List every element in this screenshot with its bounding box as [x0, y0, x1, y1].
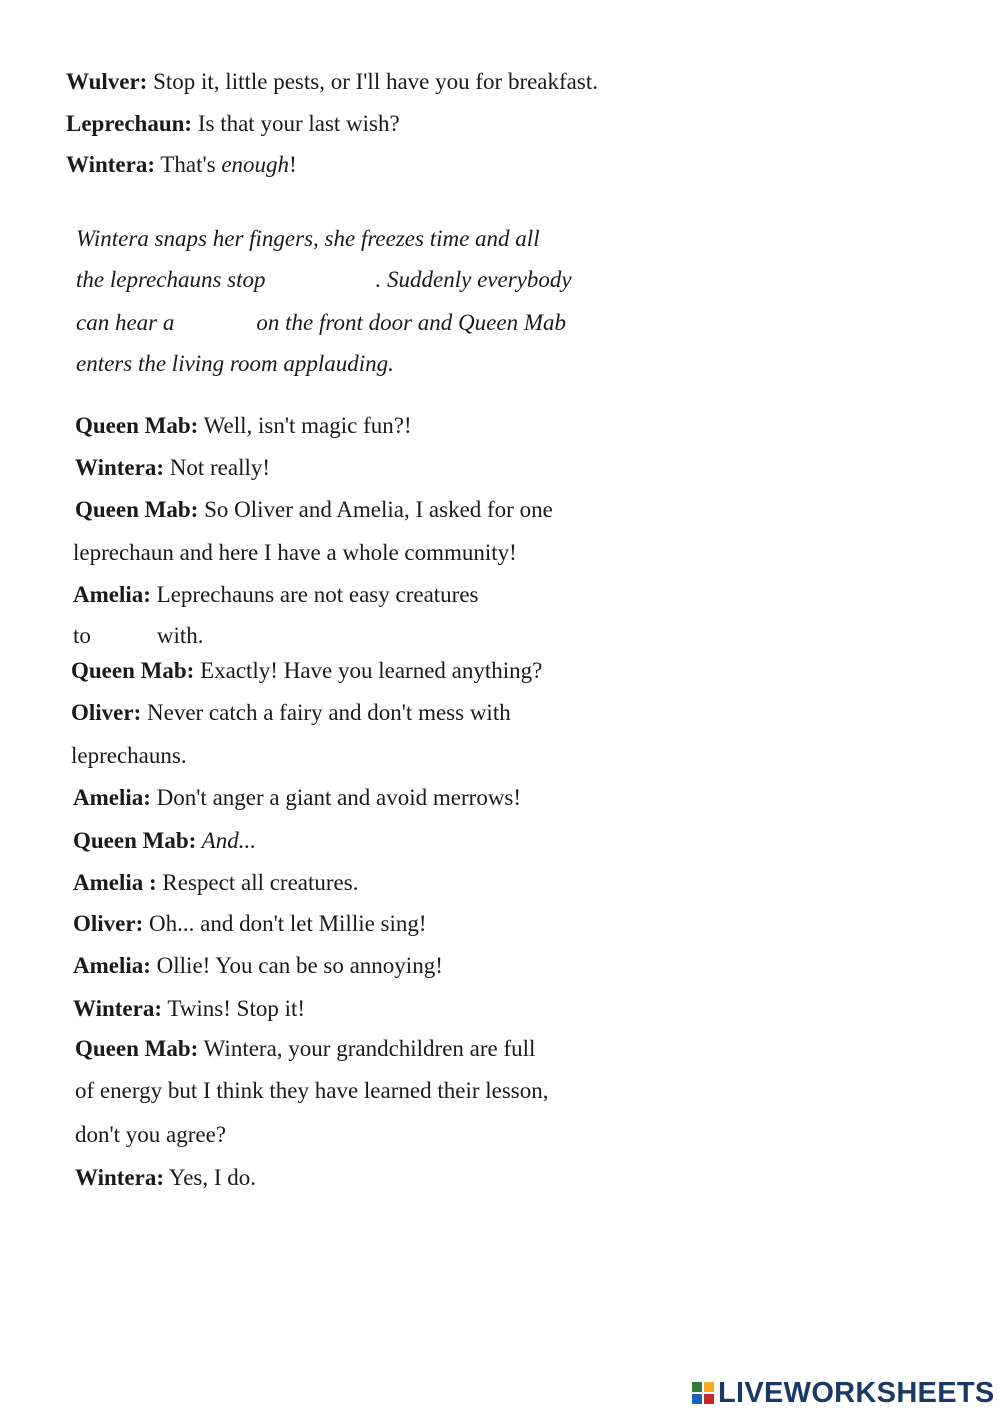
speaker-name: Leprechaun:: [66, 111, 193, 136]
dialogue-line: Amelia: Don't anger a giant and avoid merrows!: [73, 785, 522, 810]
dialogue-line: leprechaun and here I have a whole community!: [73, 540, 517, 565]
dialogue-line: Queen Mab: Well, isn't magic fun?!: [75, 413, 412, 438]
dialogue-line: leprechauns.: [71, 743, 187, 768]
dialogue-line: of energy but I think they have learned their lesson,: [75, 1078, 549, 1103]
dialogue-line: Wintera: Twins! Stop it!: [73, 996, 306, 1021]
dialogue-text: Is that your last wish?: [192, 111, 400, 136]
dialogue-line: Oliver: Never catch a fairy and don't mess with: [71, 700, 511, 725]
dialogue-line: Oliver: Oh... and don't let Millie sing!: [73, 911, 427, 936]
dialogue-line: Queen Mab: Exactly! Have you learned anything?: [71, 658, 543, 683]
liveworksheets-logo-icon: [692, 1382, 714, 1404]
narration-line: the leprechauns stop . Suddenly everybody: [76, 267, 572, 292]
dialogue-line: Amelia : Respect all creatures.: [73, 870, 359, 895]
dialogue-line: Queen Mab: And...: [73, 828, 256, 853]
dialogue-line: Amelia: Ollie! You can be so annoying!: [73, 953, 443, 978]
dialogue-line: Queen Mab: So Oliver and Amelia, I asked for one: [75, 497, 553, 522]
narration-line: can hear a on the front door and Queen Mab: [76, 310, 566, 335]
dialogue-line: Queen Mab: Wintera, your grandchildren are full: [75, 1036, 536, 1061]
dialogue-text: That's: [155, 152, 222, 177]
narration-line: enters the living room applauding.: [76, 351, 394, 376]
dialogue-line-wulver: [66, 70, 598, 93]
dialogue-text: !: [289, 152, 297, 177]
brand-name: LIVEWORKSHEETS: [718, 1376, 995, 1409]
speaker-name: Wintera:: [66, 152, 156, 177]
dialogue-text: Stop it, little pests, or I'll have you for breakfast.: [147, 69, 598, 94]
narration-line: Wintera snaps her fingers, she freezes time and all: [76, 226, 540, 251]
liveworksheets-logo: [692, 1378, 995, 1408]
dialogue-line-wintera: [66, 153, 297, 176]
speaker-name: Wulver:: [66, 69, 148, 94]
dialogue-line: Amelia: Leprechauns are not easy creatures: [73, 582, 479, 607]
dialogue-text-italic: enough: [221, 152, 290, 177]
dialogue-line: Wintera: Not really!: [75, 455, 271, 480]
dialogue-line: don't you agree?: [75, 1122, 227, 1147]
dialogue-line-leprechaun: [66, 112, 400, 135]
dialogue-line: to with.: [73, 623, 204, 648]
dialogue-line: Wintera: Yes, I do.: [75, 1165, 257, 1190]
